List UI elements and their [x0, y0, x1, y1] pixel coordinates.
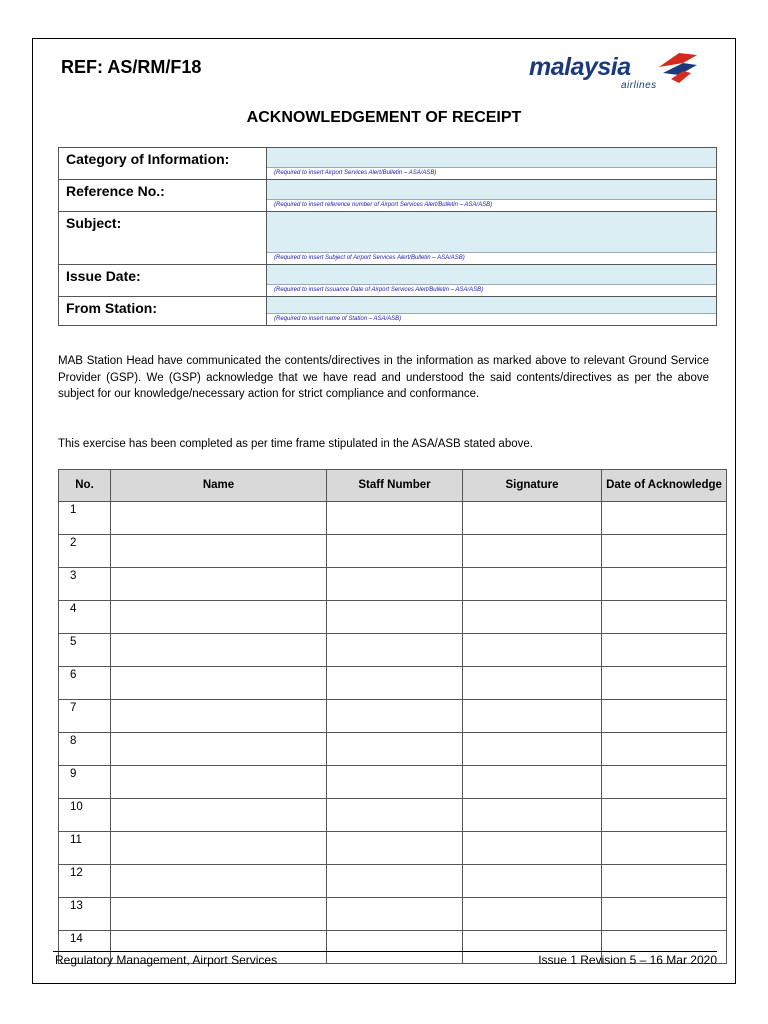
- staff-number-cell[interactable]: [327, 502, 463, 535]
- table-row: [59, 502, 727, 535]
- date-cell[interactable]: [602, 667, 727, 700]
- info-row-category: [59, 148, 717, 180]
- table-row: [59, 898, 727, 931]
- signature-cell[interactable]: [463, 733, 602, 766]
- completion-statement: This exercise has been completed as per time frame stipulated in the ASA/ASB stated above.: [58, 438, 533, 450]
- name-cell[interactable]: [111, 667, 327, 700]
- signature-cell[interactable]: [463, 502, 602, 535]
- table-row: [59, 634, 727, 667]
- staff-number-cell[interactable]: [327, 832, 463, 865]
- date-cell[interactable]: [602, 865, 727, 898]
- name-cell[interactable]: [111, 898, 327, 931]
- info-row-subject: [59, 212, 717, 265]
- signature-cell[interactable]: [463, 865, 602, 898]
- table-header-row: [59, 470, 727, 502]
- header-signature: Signature: [463, 470, 602, 502]
- acknowledgement-table: [58, 469, 727, 964]
- row-number: 12: [59, 865, 111, 898]
- date-cell[interactable]: [602, 700, 727, 733]
- info-label: Subject:: [59, 212, 267, 265]
- reference-field[interactable]: [267, 180, 717, 212]
- table-row: [59, 667, 727, 700]
- info-row-reference: [59, 180, 717, 212]
- staff-number-cell[interactable]: [327, 799, 463, 832]
- info-label: Category of Information:: [59, 148, 267, 180]
- date-cell[interactable]: [602, 733, 727, 766]
- table-row: [59, 832, 727, 865]
- footer-department: Regulatory Management, Airport Services: [55, 953, 278, 967]
- name-cell[interactable]: [111, 568, 327, 601]
- staff-number-cell[interactable]: [327, 898, 463, 931]
- field-hint: (Required to insert Issuance Date of Airport Services Alert/Bulletin – ASA/ASB): [274, 287, 484, 293]
- staff-number-cell[interactable]: [327, 568, 463, 601]
- info-label: From Station:: [59, 297, 267, 326]
- row-number: 10: [59, 799, 111, 832]
- field-hint: (Required to insert Subject of Airport Services Alert/Bulletin – ASA/ASB): [274, 255, 465, 261]
- name-cell[interactable]: [111, 766, 327, 799]
- name-cell[interactable]: [111, 634, 327, 667]
- logo-subtext: airlines: [621, 80, 657, 91]
- staff-number-cell[interactable]: [327, 733, 463, 766]
- document-page: [32, 38, 736, 984]
- date-cell[interactable]: [602, 898, 727, 931]
- signature-cell[interactable]: [463, 601, 602, 634]
- footer-revision: Issue 1 Revision 5 – 16 Mar 2020: [538, 953, 717, 967]
- table-row: [59, 535, 727, 568]
- row-number: 6: [59, 667, 111, 700]
- date-cell[interactable]: [602, 766, 727, 799]
- name-cell[interactable]: [111, 832, 327, 865]
- name-cell[interactable]: [111, 865, 327, 898]
- from-station-field[interactable]: [267, 297, 717, 326]
- table-row: [59, 733, 727, 766]
- staff-number-cell[interactable]: [327, 931, 463, 964]
- date-cell[interactable]: [602, 799, 727, 832]
- table-body: [59, 502, 727, 964]
- header-date-of-acknowledge: Date of Acknowledge: [602, 470, 727, 502]
- date-cell[interactable]: [602, 535, 727, 568]
- row-number: 9: [59, 766, 111, 799]
- header-no: No.: [59, 470, 111, 502]
- row-number: 8: [59, 733, 111, 766]
- page-title: ACKNOWLEDGEMENT OF RECEIPT: [246, 109, 522, 126]
- date-cell[interactable]: [602, 502, 727, 535]
- name-cell[interactable]: [111, 502, 327, 535]
- staff-number-cell[interactable]: [327, 667, 463, 700]
- acknowledgement-statement: MAB Station Head have communicated the contents/directives in the information as marked above to relevant Ground Service Provider (GSP). We (GSP) acknowledge that we have read and understood the said contents/directives as per the above subject for our knowledge/necessary action for strict compliance and conformance.: [58, 355, 709, 400]
- date-cell[interactable]: [602, 634, 727, 667]
- row-number: 11: [59, 832, 111, 865]
- row-number: 4: [59, 601, 111, 634]
- name-cell[interactable]: [111, 700, 327, 733]
- staff-number-cell[interactable]: [327, 700, 463, 733]
- staff-number-cell[interactable]: [327, 634, 463, 667]
- name-cell[interactable]: [111, 799, 327, 832]
- info-label: Issue Date:: [59, 265, 267, 297]
- info-label: Reference No.:: [59, 180, 267, 212]
- signature-cell[interactable]: [463, 568, 602, 601]
- information-table: [58, 147, 717, 326]
- signature-cell[interactable]: [463, 634, 602, 667]
- name-cell[interactable]: [111, 535, 327, 568]
- signature-cell[interactable]: [463, 799, 602, 832]
- issue-date-field[interactable]: [267, 265, 717, 297]
- info-row-from-station: [59, 297, 717, 326]
- signature-cell[interactable]: [463, 832, 602, 865]
- row-number: 2: [59, 535, 111, 568]
- footer-divider: [53, 951, 717, 952]
- info-row-issue-date: [59, 265, 717, 297]
- logo-wordmark: malaysia: [529, 53, 631, 81]
- table-row: [59, 700, 727, 733]
- table-row: [59, 865, 727, 898]
- signature-cell[interactable]: [463, 766, 602, 799]
- subject-field[interactable]: [267, 212, 717, 265]
- signature-cell[interactable]: [463, 898, 602, 931]
- table-row: [59, 799, 727, 832]
- field-hint: (Required to insert name of Station – ASA/ASB): [274, 316, 402, 322]
- row-number: 1: [59, 502, 111, 535]
- date-cell[interactable]: [602, 832, 727, 865]
- date-cell[interactable]: [602, 601, 727, 634]
- row-number: 14: [59, 931, 111, 964]
- date-cell[interactable]: [602, 568, 727, 601]
- wau-kite-icon: [653, 49, 703, 89]
- staff-number-cell[interactable]: [327, 865, 463, 898]
- staff-number-cell[interactable]: [327, 601, 463, 634]
- name-cell[interactable]: [111, 601, 327, 634]
- table-row: [59, 568, 727, 601]
- signature-cell[interactable]: [463, 700, 602, 733]
- field-hint: (Required to insert reference number of Airport Services Alert/Bulletin – ASA/ASB): [274, 202, 493, 208]
- staff-number-cell[interactable]: [327, 766, 463, 799]
- field-hint: (Required to insert Airport Services Alert/Bulletin – ASA/ASB): [274, 170, 437, 176]
- row-number: 13: [59, 898, 111, 931]
- header-name: Name: [111, 470, 327, 502]
- header-staff-number: Staff Number: [327, 470, 463, 502]
- table-row: [59, 766, 727, 799]
- category-field[interactable]: [267, 148, 717, 180]
- staff-number-cell[interactable]: [327, 535, 463, 568]
- signature-cell[interactable]: [463, 667, 602, 700]
- malaysia-airlines-logo: [529, 49, 709, 93]
- table-row: [59, 601, 727, 634]
- signature-cell[interactable]: [463, 535, 602, 568]
- form-reference: REF: AS/RM/F18: [61, 57, 202, 77]
- row-number: 3: [59, 568, 111, 601]
- name-cell[interactable]: [111, 733, 327, 766]
- row-number: 7: [59, 700, 111, 733]
- row-number: 5: [59, 634, 111, 667]
